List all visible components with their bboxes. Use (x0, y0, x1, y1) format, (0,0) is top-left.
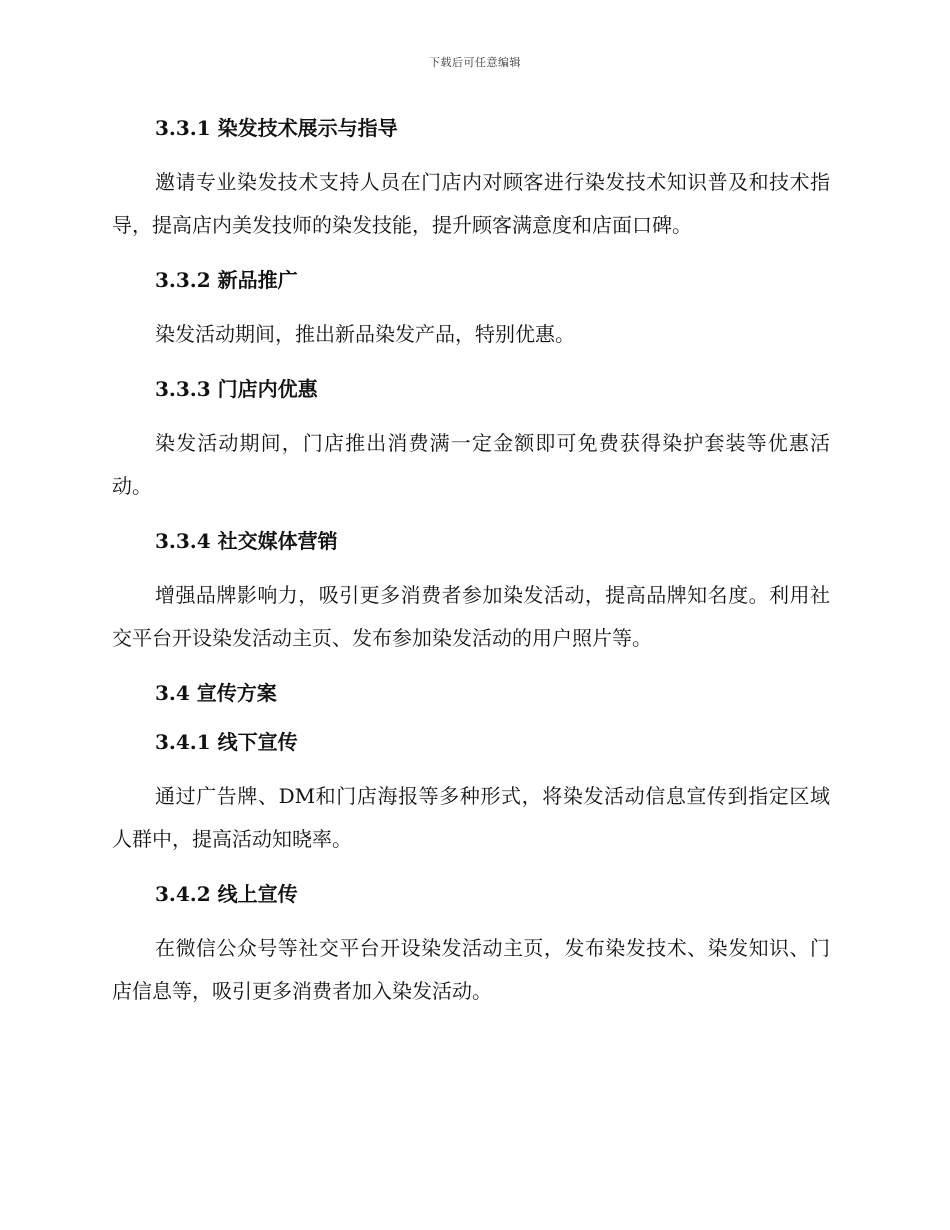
section-paragraph-3-4-2: 在微信公众号等社交平台开设染发活动主页，发布染发技术、染发知识、门店信息等，吸引更多消费者加入染发活动。 (112, 936, 830, 1003)
document-body (112, 112, 830, 1013)
section-heading-3-3-4: 3.3.4 社交媒体营销 (155, 529, 338, 553)
section-heading-3-4-1: 3.4.1 线下宣传 (155, 730, 298, 754)
section-paragraph-3-3-3: 染发活动期间，门店推出消费满一定金额即可免费获得染护套装等优惠活动。 (112, 431, 830, 498)
section-paragraph-3-3-2: 染发活动期间，推出新品染发产品，特别优惠。 (155, 322, 575, 346)
page-header: 下载后可任意编辑 (429, 56, 521, 69)
section-paragraph-3-4-1: 通过广告牌、DM和门店海报等多种形式，将染发活动信息宣传到指定区域人群中，提高活动知晓率。 (112, 784, 830, 851)
section-heading-3-3-2: 3.3.2 新品推广 (155, 268, 298, 292)
section-heading-3-4-2: 3.4.2 线上宣传 (155, 882, 298, 906)
section-heading-3-3-3: 3.3.3 门店内优惠 (155, 377, 318, 401)
section-heading-3-4: 3.4 宣传方案 (155, 681, 277, 705)
section-paragraph-3-3-1: 邀请专业染发技术支持人员在门店内对顾客进行染发技术知识普及和技术指导，提高店内美发技师的染发技能，提升顾客满意度和店面口碑。 (112, 170, 830, 237)
section-paragraph-3-3-4: 增强品牌影响力，吸引更多消费者参加染发活动，提高品牌知名度。利用社交平台开设染发活动主页、发布参加染发活动的用户照片等。 (112, 583, 830, 650)
section-heading-3-3-1: 3.3.1 染发技术展示与指导 (155, 116, 398, 140)
